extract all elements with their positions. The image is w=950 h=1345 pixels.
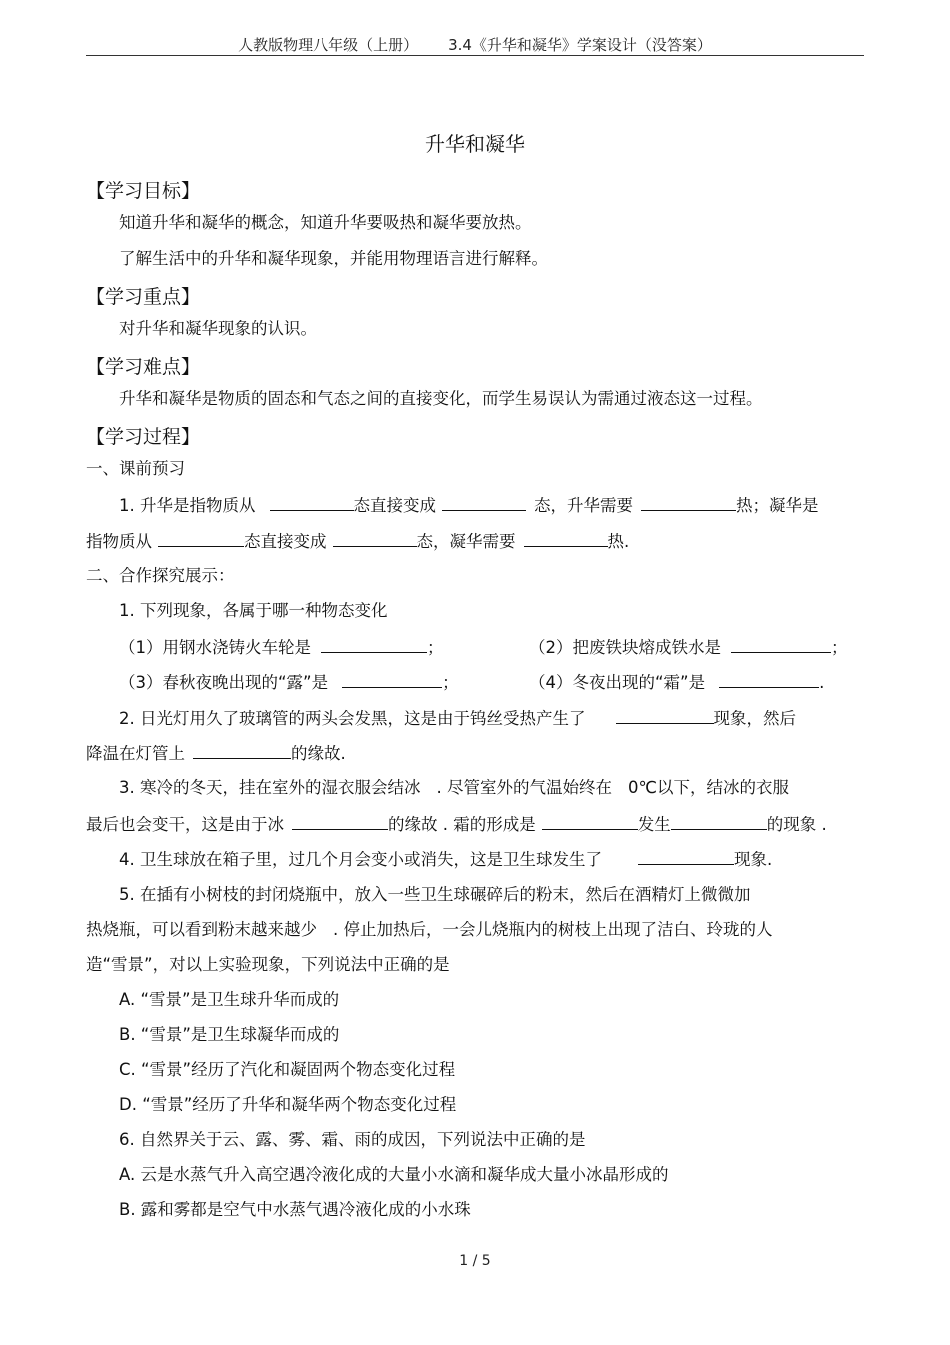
goal-line-1: 知道升华和凝华的概念，知道升华要吸热和凝华要放热。	[119, 213, 532, 232]
part2-q1-item3	[119, 671, 459, 694]
q3-text-g: 的现象 .	[766, 815, 827, 834]
header-book: 人教版物理八年级（上册）	[238, 36, 419, 54]
part2-heading: 二、合作探究展示：	[86, 566, 235, 585]
part1-q1-text-d: 热；凝华是	[736, 496, 819, 515]
semicolon: ；	[442, 673, 459, 692]
answer-blank[interactable]	[671, 813, 767, 830]
q2-text-a: 2. 日光灯用久了玻璃管的两头会发黑，这是由于钨丝受热产生了	[119, 709, 586, 728]
page-number: 1 / 5	[459, 1253, 491, 1269]
q5-text-l2a: 热烧瓶，可以看到粉末越来越少	[86, 920, 317, 939]
difficulties-heading: 【学习难点】	[86, 356, 201, 378]
part1-q1-text-g: 态，凝华需要	[416, 532, 516, 551]
part2-q2-line2	[86, 742, 346, 765]
answer-blank[interactable]	[158, 530, 244, 547]
header-rule	[86, 55, 864, 56]
q2-text-c: 降温在灯管上	[86, 744, 185, 763]
item3-text: （3）春秋夜晚出现的“露”是	[119, 673, 329, 692]
part2-q5-line3: 造“雪景”，对以上实验现象，下列说法中正确的是	[86, 955, 450, 974]
answer-blank[interactable]	[193, 742, 291, 759]
part2-q4-line	[119, 848, 772, 871]
part1-heading: 一、课前预习	[86, 459, 185, 478]
page-header	[86, 34, 864, 55]
part1-q1-text-f: 态直接变成	[244, 532, 327, 551]
item4-text: （4）冬夜出现的“霜”是	[529, 673, 706, 692]
q2-text-d: 的缘故.	[291, 744, 346, 763]
semicolon: ；	[831, 638, 848, 657]
answer-blank[interactable]	[524, 530, 608, 547]
answer-blank[interactable]	[292, 813, 388, 830]
goal-line-2: 了解生活中的升华和凝华现象，并能用物理语言进行解释。	[119, 249, 548, 268]
part2-q1-item2	[529, 636, 848, 659]
part1-q1-text-b: 态直接变成	[353, 496, 436, 515]
part1-q1-text-h: 热.	[607, 532, 630, 551]
q4-text-b: 现象.	[734, 850, 773, 869]
q5-option-c: C. “雪景”经历了汽化和凝固两个物态变化过程	[119, 1060, 456, 1079]
item1-text: （1）用钢水浇铸火车轮是	[119, 638, 311, 657]
q5-option-d: D. “雪景”经历了升华和凝华两个物态变化过程	[119, 1095, 457, 1114]
answer-blank[interactable]	[270, 494, 354, 511]
q3-text-a: 3. 寒冷的冬天，挂在室外的湿衣服会结冰	[119, 778, 421, 797]
header-lesson: 3.4《升华和凝华》学案设计（没答案）	[448, 36, 712, 54]
process-heading: 【学习过程】	[86, 426, 201, 448]
answer-blank[interactable]	[442, 494, 526, 511]
answer-blank[interactable]	[333, 530, 417, 547]
answer-blank[interactable]	[616, 707, 714, 724]
q2-text-b: 现象，然后	[713, 709, 796, 728]
part2-q1-stem: 1. 下列现象，各属于哪一种物态变化	[119, 601, 388, 620]
q3-text-f: 发生	[637, 815, 671, 834]
q3-text-b: . 尽管室外的气温始终在	[436, 778, 612, 797]
part2-q5-line2	[86, 919, 773, 941]
part1-q1-text-e: 指物质从	[86, 532, 152, 551]
semicolon: ；	[427, 638, 444, 657]
part1-q1-line1	[119, 494, 819, 517]
item2-text: （2）把废铁块熔成铁水是	[529, 638, 721, 657]
part2-q5-line1: 5. 在插有小树枝的封闭烧瓶中，放入一些卫生球碾碎后的粉末，然后在酒精灯上微微加	[119, 885, 751, 904]
q4-text-a: 4. 卫生球放在箱子里，过几个月会变小或消失，这是卫生球发生了	[119, 850, 602, 869]
part1-q1-line2	[86, 530, 629, 553]
q3-text-e: 的缘故 . 霜的形成是	[388, 815, 536, 834]
answer-blank[interactable]	[641, 494, 736, 511]
part2-q1-item1	[119, 636, 444, 659]
answer-blank[interactable]	[342, 671, 442, 688]
goals-heading: 【学习目标】	[86, 180, 201, 202]
part2-q1-item4	[529, 671, 824, 694]
q5-option-b: B. “雪景”是卫生球凝华而成的	[119, 1025, 340, 1044]
answer-blank[interactable]	[731, 636, 831, 653]
q6-option-a: A. 云是水蒸气升入高空遇冷液化成的大量小水滴和凝华成大量小冰晶形成的	[119, 1165, 669, 1184]
answer-blank[interactable]	[638, 848, 734, 865]
part2-q3-line2	[86, 813, 827, 836]
part1-q1-text-c: 态，升华需要	[534, 496, 633, 515]
period: .	[819, 673, 825, 692]
part2-q2-line1	[119, 707, 796, 730]
q3-text-c: 0℃以下，结冰的衣服	[628, 778, 790, 797]
part2-q6-stem: 6. 自然界关于云、露、雾、霜、雨的成因，下列说法中正确的是	[119, 1130, 586, 1149]
part1-q1-text-a: 1. 升华是指物质从	[119, 496, 256, 515]
difficulties-line: 升华和凝华是物质的固态和气态之间的直接变化，而学生易误认为需通过液态这一过程。	[119, 389, 763, 408]
q5-text-l2b: . 停止加热后，一会儿烧瓶内的树枝上出现了洁白、玲珑的人	[333, 920, 773, 939]
key-points-heading: 【学习重点】	[86, 286, 201, 308]
q3-text-d: 最后也会变干，这是由于冰	[86, 815, 284, 834]
q5-option-a: A. “雪景”是卫生球升华而成的	[119, 990, 340, 1009]
part2-q3-line1	[119, 777, 789, 799]
answer-blank[interactable]	[719, 671, 819, 688]
page-title: 升华和凝华	[425, 132, 525, 156]
key-points-line: 对升华和凝华现象的认识。	[119, 319, 317, 338]
answer-blank[interactable]	[542, 813, 638, 830]
answer-blank[interactable]	[321, 636, 427, 653]
q6-option-b: B. 露和雾都是空气中水蒸气遇冷液化成的小水珠	[119, 1200, 471, 1219]
